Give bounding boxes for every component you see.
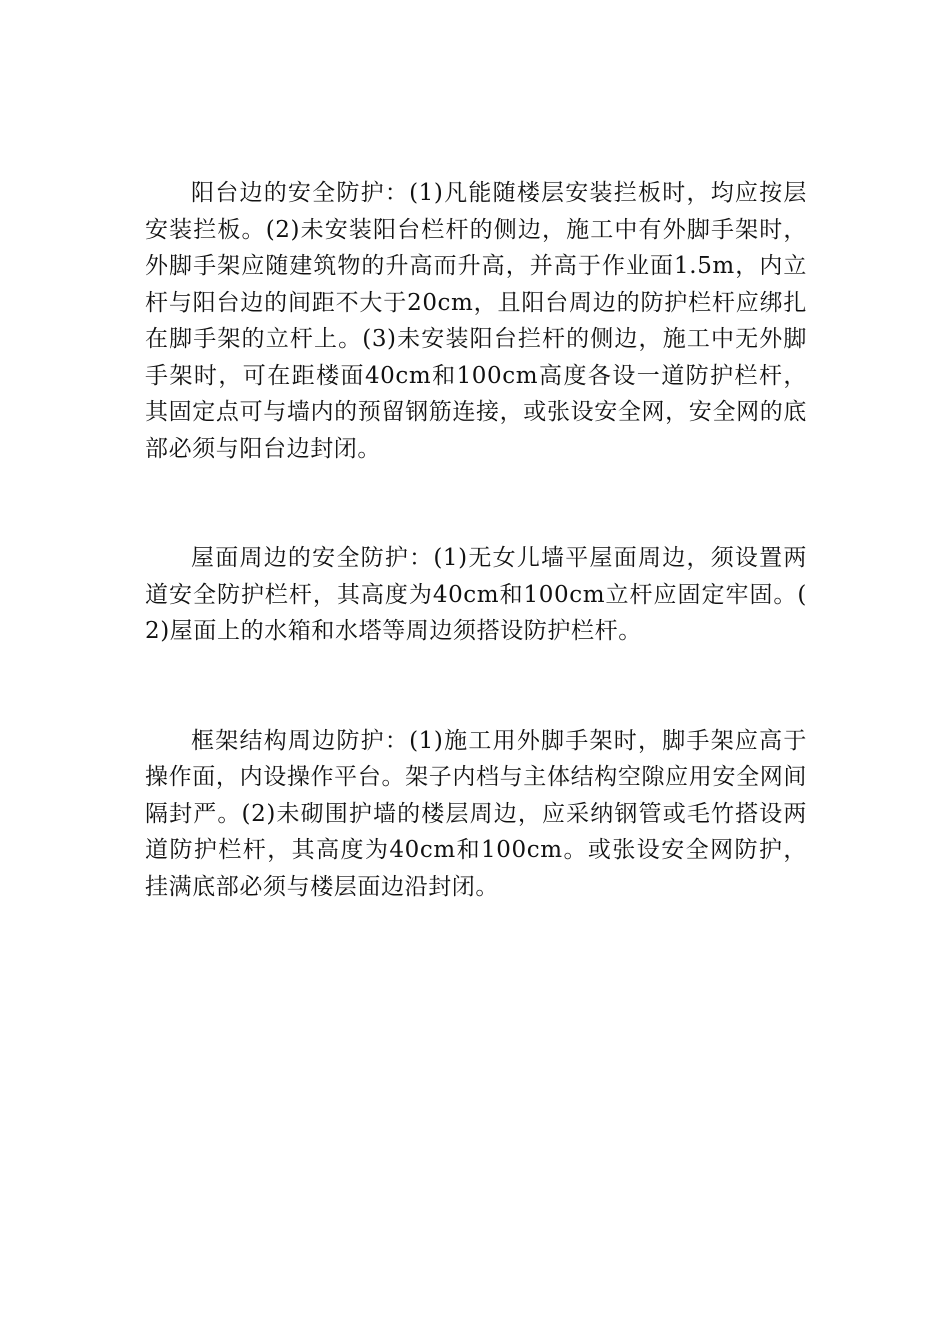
document-body <box>145 175 807 978</box>
paragraph-roof-edge-protection: 屋面周边的安全防护：(1)无女儿墙平屋面周边，须设置两道安全防护栏杆，其高度为40cm和100cm立杆应固定牢固。(2)屋面上的水箱和水塔等周边须搭设防护栏杆。 <box>145 545 807 644</box>
paragraph-balcony-edge-protection: 阳台边的安全防护：(1)凡能随楼层安装拦板时，均应按层安装拦板。(2)未安装阳台栏杆的侧边，施工中有外脚手架时，外脚手架应随建筑物的升高而升高，并高于作业面1.5m，内立杆与阳台边的间距不大于20cm，且阳台周边的防护栏杆应绑扎在脚手架的立杆上。(3)未安装阳台拦杆的侧边，施工中无外脚手架时，可在距楼面40cm和100cm高度各设一道防护栏杆，其固定点可与墙内的预留钢筋连接，或张设安全网，安全网的底部必须与阳台边封闭。 <box>145 180 807 462</box>
paragraph-frame-structure-protection: 框架结构周边防护：(1)施工用外脚手架时，脚手架应高于操作面，内设操作平台。架子内档与主体结构空隙应用安全网间隔封严。(2)未砌围护墙的楼层周边，应采纳钢管或毛竹搭设两道防护栏杆，其高度为40cm和100cm。或张设安全网防护，挂满底部必须与楼层面边沿封闭。 <box>145 727 807 900</box>
